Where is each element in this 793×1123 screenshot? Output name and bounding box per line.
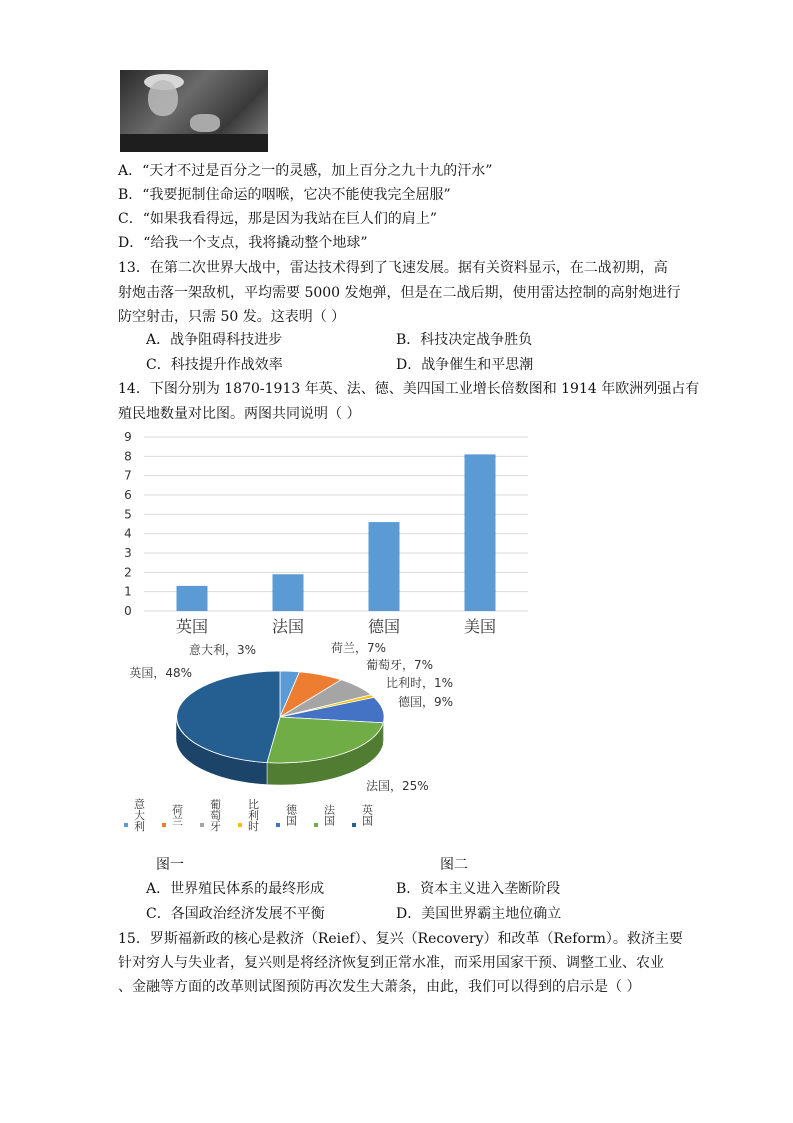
bar-ytick-label: 9 (124, 430, 132, 444)
pie-legend-label-4: 德国 (284, 804, 298, 826)
pie-legend-label-0: 意大利 (132, 798, 146, 832)
q15-line-2: 针对穷人与失业者，复兴则是将经济恢复到正常水准，而采用国家干预、调整工业、农业 (118, 955, 664, 971)
bar-ytick-label: 6 (124, 488, 132, 502)
bar-ytick-label: 7 (124, 468, 132, 483)
q13-line-1: 13．在第二次世界大战中，雷达技术得到了飞速发展。据有关资料显示，在二战初期，高 (118, 260, 668, 276)
figure-2-caption: 图二 (440, 857, 468, 873)
pie-label-5: 法国，25% (366, 779, 429, 793)
q13-option-a: A．战争阻碍科技进步 (146, 332, 283, 348)
q14-option-d: D．美国世界霸主地位确立 (396, 906, 562, 922)
bar-xtick-label: 美国 (463, 617, 497, 636)
pie-legend-swatch-6 (352, 823, 356, 827)
pie-legend-swatch-4 (276, 823, 280, 827)
pie-legend-label-3: 比利时 (246, 798, 260, 832)
bar-0 (177, 586, 208, 611)
bar-chart (116, 428, 546, 640)
q14-option-a: A．世界殖民体系的最终形成 (146, 881, 325, 897)
pie-legend-swatch-0 (124, 823, 128, 827)
bar-ytick-label: 4 (124, 526, 132, 541)
q12-option-a: A．“天才不过是百分之一的灵感，加上百分之九十九的汗水” (118, 163, 493, 179)
pie-legend-swatch-3 (238, 823, 242, 827)
bar-ytick-label: 2 (124, 565, 132, 580)
photo-hand (190, 114, 220, 132)
q15-line-1: 15．罗斯福新政的核心是救济（Reief）、复兴（Recovery）和改革（Reform）。救济主要 (118, 931, 683, 947)
pie-legend-swatch-5 (314, 823, 318, 827)
bar-xtick-label: 法国 (271, 617, 305, 636)
q13-line-2: 射炮击落一架敌机，平均需要 5000 发炮弹，但是在二战后期，使用雷达控制的高射炮进行 (118, 285, 681, 301)
photo-face (148, 80, 178, 116)
pie-legend-label-6: 英国 (360, 804, 374, 826)
pie-label-3: 比利时，1% (386, 676, 454, 690)
bar-xtick-label: 德国 (367, 617, 401, 636)
q14-line-2: 殖民地数量对比图。两图共同说明（ ） (118, 406, 361, 422)
q13-line-3: 防空射击，只需 50 发。这表明（ ） (118, 309, 346, 325)
pie-label-0: 意大利，3% (188, 643, 256, 657)
q12-option-d: D．“给我一个支点，我将撬动整个地球” (118, 235, 368, 251)
portrait-photo (120, 70, 268, 152)
q14-option-b: B．资本主义进入垄断阶段 (396, 881, 561, 897)
pie-chart-top (177, 671, 384, 763)
bar-ytick-label: 8 (124, 449, 132, 464)
bar-xtick-label: 英国 (175, 617, 209, 636)
pie-legend-label-1: 荷兰 (170, 804, 184, 826)
bar-ytick-label: 1 (124, 584, 132, 599)
q14-option-c: C．各国政治经济发展不平衡 (146, 906, 325, 922)
pie-chart (116, 640, 546, 852)
pie-label-1: 荷兰，7% (331, 641, 387, 655)
q13-option-c: C．科技提升作战效率 (146, 357, 283, 373)
bar-3 (465, 454, 496, 611)
bar-1 (273, 574, 304, 611)
pie-legend-label-2: 葡萄牙 (208, 798, 222, 832)
bar-ytick-label: 5 (124, 507, 132, 522)
bar-2 (369, 522, 400, 611)
pie-label-2: 葡萄牙，7% (366, 658, 434, 672)
bar-ytick-label: 0 (124, 604, 132, 618)
q13-option-d: D．战争催生和平思潮 (396, 357, 534, 373)
bar-ytick-label: 3 (124, 546, 132, 560)
photo-desk (120, 134, 268, 152)
q12-option-b: B．“我要扼制住命运的咽喉，它决不能使我完全屈服” (118, 187, 451, 203)
pie-label-4: 德国，9% (398, 695, 454, 709)
bar-chart-xticks (176, 617, 496, 636)
q13-option-b: B．科技决定战争胜负 (396, 332, 533, 348)
pie-legend-swatch-1 (162, 823, 166, 827)
bar-chart-yticks (124, 430, 132, 618)
pie-chart-legend (124, 797, 374, 831)
q12-option-c: C．“如果我看得远，那是因为我站在巨人们的肩上” (118, 211, 438, 227)
bar-chart-bars (177, 454, 496, 611)
q14-line-1: 14．下图分别为 1870-1913 年英、法、德、美四国工业增长倍数图和 1914 年欧洲列强占有 (118, 381, 700, 397)
figure-1-caption: 图一 (156, 857, 184, 873)
pie-legend-label-5: 法国 (322, 804, 336, 826)
pie-label-6: 英国，48% (129, 666, 192, 680)
pie-legend-swatch-2 (200, 823, 204, 827)
q15-line-3: 、金融等方面的改革则试图预防再次发生大萧条，由此，我们可以得到的启示是（ ） (118, 979, 641, 995)
